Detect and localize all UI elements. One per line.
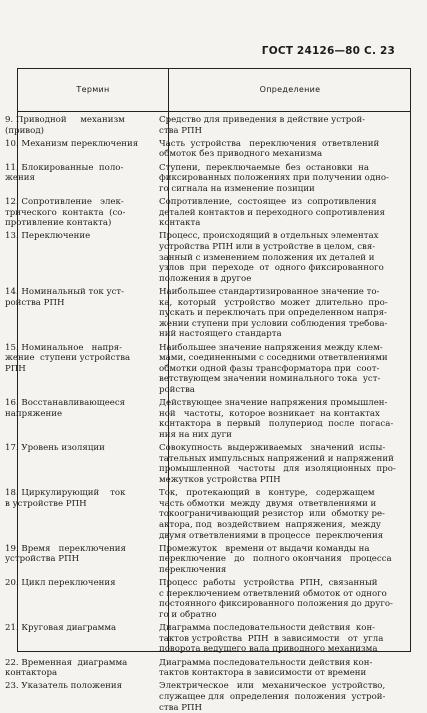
term-10: 10. Механизм переключения — [5, 138, 139, 149]
term-16: 16. Восстанавливающееся напряжение — [5, 398, 126, 419]
column-header-term: Термин — [76, 85, 110, 94]
term-23: 23. Указатель положения — [5, 681, 123, 692]
term-11: 11. Блокированные поло- жения — [5, 162, 124, 184]
definition-10: Часть устройства переключения ответвлений обмоток без приводного механизма — [159, 138, 380, 160]
term-22: 22. Временная диаграмма контактора — [5, 657, 128, 679]
definition-14: Наибольшее стандартизированное значение то- ка, который устройство может длительно про- пускать и переключать при определенном напря- жении ступени при условии соблюдения требова- ний настоящего стандарта — [159, 287, 388, 340]
definition-15: Наибольшее значение напряжения между клем- мами, соединенными с соседними ответвлениями обмотки одной фазы трансформатора при соот- ветствующем значении номинального тока уст- ройства — [159, 342, 388, 395]
definition-20: Процесс работы устройства РПН, связанный с переключением ответвлений обмоток от одного постоянного фиксированного положения до друго- го и обратно — [159, 578, 393, 620]
definition-11: Ступени, переключаемые без остановки на фиксированных положениях при получении одно- го сигнала на изменение позиции — [159, 162, 389, 194]
term-13: 13. Переключение — [5, 231, 91, 242]
definition-12: Сопротивление, состоящее из сопротивления деталей контактов и переходного сопротивления контакта — [159, 197, 385, 229]
definition-22: Диаграмма последовательности действия кон- тактов контактора в зависимости от времени — [159, 657, 373, 679]
term-18: 18. Циркулирующий ток в устройстве РПН — [5, 488, 126, 509]
term-12: 12. Сопротивление элек- трического контакта (со- противление контакта) — [5, 197, 126, 229]
definition-9: Средство для приведения в действие устрой- ства РПН — [159, 115, 366, 136]
definition-19: Промежуток времени от выдачи команды на переключение до полного окончания процесса переключения — [159, 543, 392, 575]
definition-17: Совокупность выдерживаемых значений испы- тательных импульсных напряжений и напряжений промышленной частоты для изоляционных про- межутков устройства РПН — [159, 443, 396, 485]
header-rule — [18, 111, 410, 112]
definition-23: Электрическое или механическое устройство, служащее для определения положения устрой- ства РПН — [159, 681, 386, 713]
definition-21: Диаграмма последовательности действия кон- тактов устройства РПН в зависимости от угла поворота ведущего вала приводного механизма — [159, 623, 384, 655]
term-19: 19. Время переключения устройства РПН — [5, 543, 126, 565]
column-header-definition: Определение — [259, 85, 321, 94]
term-14: 14. Номинальный ток уст- ройства РПН — [5, 287, 125, 308]
page-header: ГОСТ 24126—80 С. 23 — [261, 45, 395, 57]
definition-13: Процесс, происходящий в отдельных элементах устройства РПН или в устройстве в целом, свя- занный с изменением положения их деталей и узлов при переходе от одного фиксированного положения в другое — [159, 231, 384, 284]
term-15: 15. Номинальное напря- жение ступени устройства РПН — [5, 342, 131, 374]
term-21: 21. Круговая диаграмма — [5, 623, 117, 634]
definition-18: Ток, протекающий в контуре, содержащем часть обмотки между двумя ответвлениями и токоограничивающий резистор или обмотку ре- актора, под воздействием напряжения, между двумя ответвлениями в процессе переключения — [159, 488, 385, 541]
term-9: 9. Приводной механизм (привод) — [5, 115, 125, 136]
definition-16: Действующее значение напряжения промышлен- ной частоты, которое возникает на контактах контактора в первый полупериод после погаса- ния на них дуги — [159, 398, 394, 440]
term-20: 20. Цикл переключения — [5, 578, 116, 589]
term-17: 17. Уровень изоляции — [5, 443, 105, 454]
